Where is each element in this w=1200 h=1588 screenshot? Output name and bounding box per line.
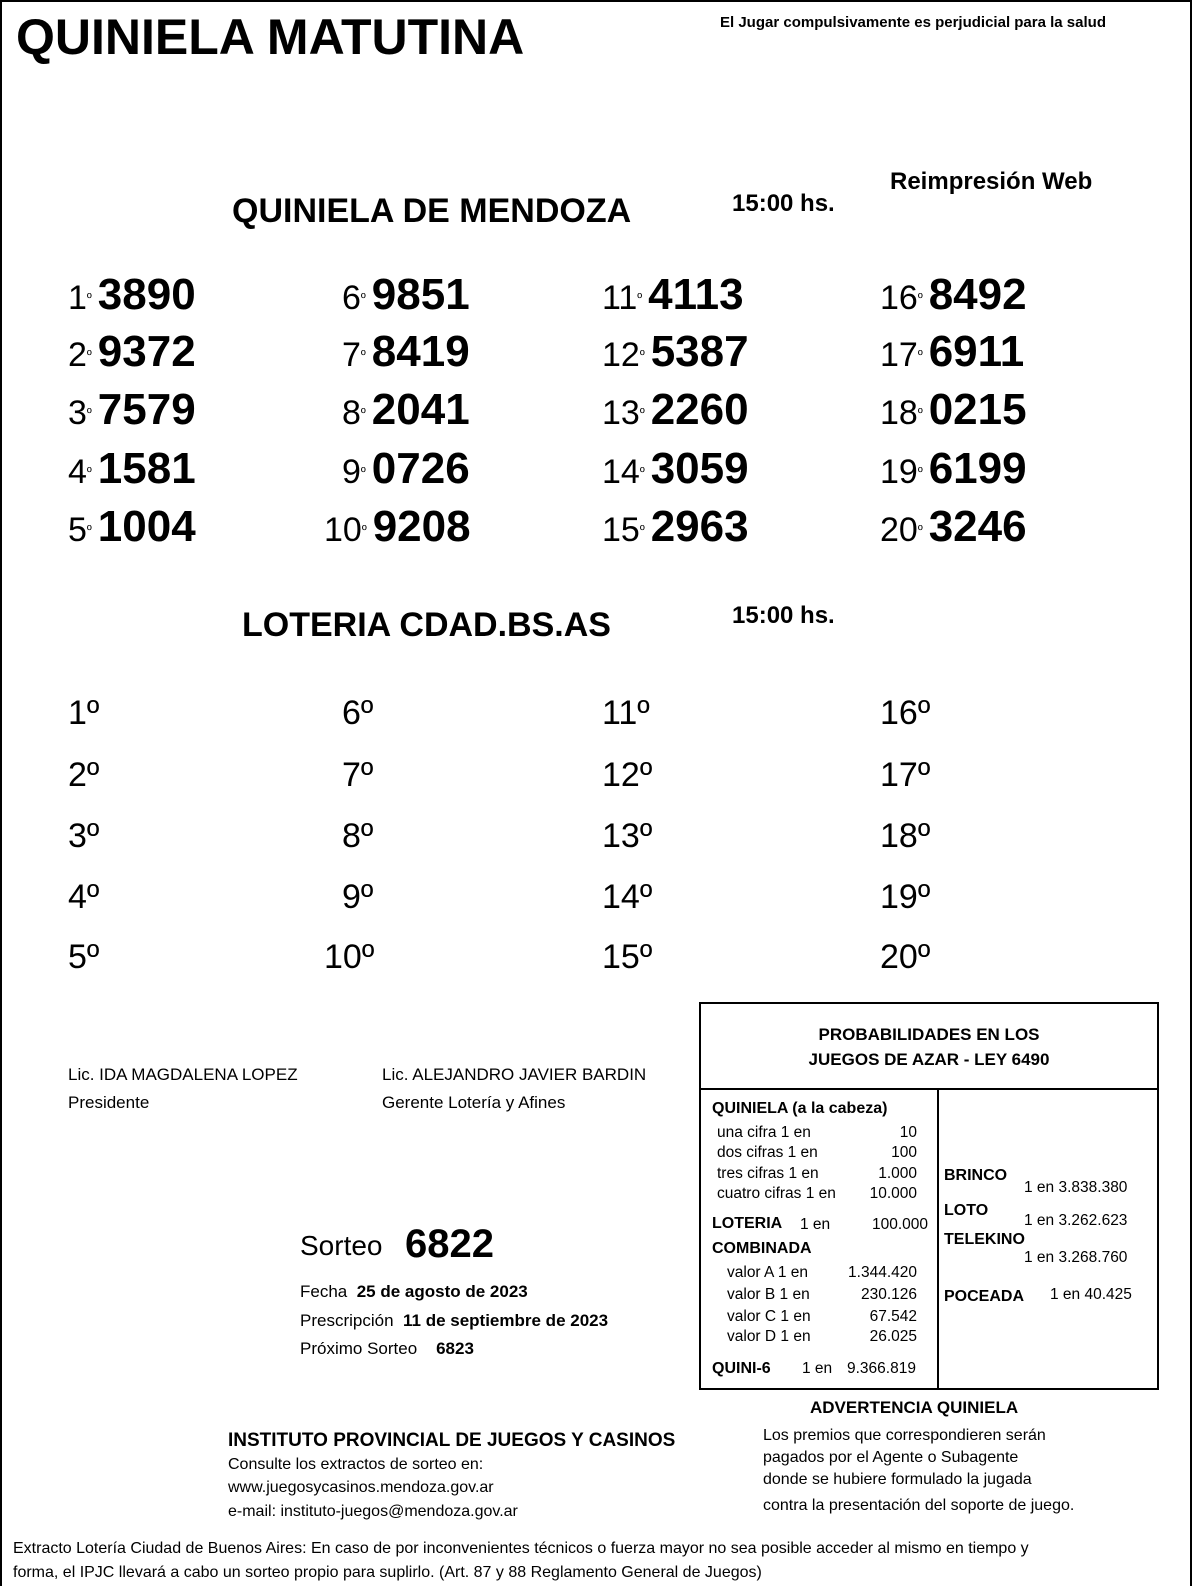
result-row bbox=[880, 385, 1027, 435]
result-position: 14 bbox=[602, 453, 640, 491]
result-row bbox=[68, 385, 196, 435]
result-number: 0726 bbox=[371, 444, 470, 493]
ordinal-mark: º bbox=[86, 464, 92, 480]
result-position: 12 bbox=[602, 336, 640, 374]
quini6-prob-value: 9.366.819 bbox=[847, 1360, 916, 1377]
combinada-prob-label: COMBINADA bbox=[712, 1240, 812, 1257]
bsas-title: LOTERIA CDAD.BS.AS bbox=[242, 606, 611, 644]
proximo-row bbox=[300, 1339, 474, 1359]
poceada-prob-label: POCEADA bbox=[944, 1288, 1025, 1305]
sorteo-label: Sorteo bbox=[300, 1230, 383, 1261]
result-number: 4113 bbox=[648, 270, 744, 319]
result-row bbox=[602, 327, 749, 377]
prob-value: 1.344.420 bbox=[848, 1264, 917, 1281]
result-position: 18º bbox=[880, 817, 931, 855]
result-number: 7579 bbox=[97, 385, 196, 434]
result-number: 6199 bbox=[928, 444, 1027, 493]
result-number: 5387 bbox=[650, 327, 749, 376]
result-row bbox=[342, 444, 470, 494]
footer-line: Extracto Lotería Ciudad de Buenos Aires: En caso de por inconvenientes técnicos o fuerza mayor no sea posible acceder al mismo en tiempo y bbox=[13, 1540, 1029, 1557]
result-position: 13 bbox=[602, 394, 640, 432]
result-position: 20 bbox=[880, 511, 918, 549]
result-number: 1581 bbox=[97, 444, 196, 493]
prob-value: 10 bbox=[899, 1124, 917, 1141]
proximo-value: 6823 bbox=[436, 1339, 474, 1358]
result-position: 20º bbox=[880, 938, 931, 976]
result-position: 10º bbox=[324, 938, 375, 976]
loteria-prob-label: LOTERIA bbox=[712, 1215, 783, 1232]
result-number: 9851 bbox=[371, 270, 470, 319]
result-number: 3890 bbox=[97, 270, 196, 319]
result-row bbox=[324, 502, 471, 552]
ordinal-mark: º bbox=[360, 464, 366, 480]
prob-value: 100 bbox=[891, 1144, 917, 1161]
instituto-consult: Consulte los extractos de sorteo en: bbox=[228, 1456, 484, 1473]
result-number: 2963 bbox=[650, 502, 749, 551]
prob-label: dos cifras 1 en bbox=[717, 1144, 818, 1161]
probabilities-header bbox=[701, 1004, 1157, 1090]
result-position: 13º bbox=[602, 817, 653, 855]
instituto-website-link[interactable]: www.juegosycasinos.mendoza.gov.ar bbox=[228, 1479, 494, 1496]
result-number: 9208 bbox=[372, 502, 471, 551]
instituto-email-link[interactable]: e-mail: instituto-juegos@mendoza.gov.ar bbox=[228, 1503, 518, 1520]
ordinal-mark: º bbox=[86, 405, 92, 421]
result-row bbox=[602, 385, 749, 435]
result-position: 19 bbox=[880, 453, 918, 491]
ordinal-mark: º bbox=[917, 464, 923, 480]
result-position: 5 bbox=[68, 511, 87, 549]
prob-label: valor C 1 en bbox=[727, 1308, 811, 1325]
probabilities-box bbox=[699, 1002, 1159, 1390]
health-warning: El Jugar compulsivamente es perjudicial para la salud bbox=[720, 14, 1106, 31]
result-position: 16º bbox=[880, 694, 931, 732]
result-row bbox=[602, 444, 749, 494]
signature-role: Presidente bbox=[68, 1093, 150, 1112]
poceada-prob-value: 1 en 40.425 bbox=[1050, 1286, 1132, 1303]
ordinal-mark: º bbox=[360, 290, 366, 306]
result-position: 3 bbox=[68, 394, 87, 432]
result-row bbox=[342, 385, 470, 435]
result-position: 2º bbox=[68, 756, 100, 794]
prob-label: tres cifras 1 en bbox=[717, 1165, 819, 1182]
result-position: 19º bbox=[880, 878, 931, 916]
ordinal-mark: º bbox=[917, 405, 923, 421]
fecha-label: Fecha bbox=[300, 1282, 348, 1301]
result-number: 2260 bbox=[650, 385, 749, 434]
ordinal-mark: º bbox=[360, 347, 366, 363]
result-position: 11 bbox=[602, 279, 638, 317]
result-number: 1004 bbox=[97, 502, 196, 551]
probabilities-header-line: JUEGOS DE AZAR - LEY 6490 bbox=[808, 1050, 1050, 1069]
result-position: 12º bbox=[602, 756, 653, 794]
prob-value: 230.126 bbox=[860, 1286, 917, 1303]
fecha-row bbox=[300, 1282, 528, 1302]
proximo-label: Próximo Sorteo bbox=[300, 1339, 418, 1358]
result-position: 6 bbox=[342, 279, 361, 317]
result-row bbox=[880, 444, 1027, 494]
result-row bbox=[342, 327, 470, 377]
prob-label: valor A 1 en bbox=[727, 1264, 809, 1281]
ordinal-mark: º bbox=[86, 290, 92, 306]
telekino-prob-value: 1 en 3.268.760 bbox=[1024, 1249, 1128, 1266]
signature-name: Lic. ALEJANDRO JAVIER BARDIN bbox=[382, 1065, 647, 1084]
result-position: 7 bbox=[342, 336, 361, 374]
prob-value: 10.000 bbox=[869, 1185, 917, 1202]
result-position: 11º bbox=[602, 694, 650, 732]
result-position: 9º bbox=[342, 878, 374, 916]
result-position: 15º bbox=[602, 938, 653, 976]
result-number: 9372 bbox=[97, 327, 196, 376]
ordinal-mark: º bbox=[86, 522, 92, 538]
advertencia-title: ADVERTENCIA QUINIELA bbox=[810, 1398, 1019, 1417]
result-position: 4º bbox=[68, 878, 100, 916]
ordinal-mark: º bbox=[917, 522, 923, 538]
result-number: 3246 bbox=[928, 502, 1027, 551]
result-row bbox=[880, 270, 1027, 320]
result-position: 14º bbox=[602, 878, 653, 916]
ordinal-mark: º bbox=[917, 347, 923, 363]
result-position: 2 bbox=[68, 336, 87, 374]
ordinal-mark: º bbox=[361, 522, 367, 538]
probabilities-divider bbox=[937, 1090, 939, 1388]
prob-value: 67.542 bbox=[869, 1308, 917, 1325]
sorteo-number: 6822 bbox=[405, 1222, 494, 1266]
result-position: 9 bbox=[342, 453, 361, 491]
result-number: 0215 bbox=[928, 385, 1027, 434]
prob-label: valor B 1 en bbox=[727, 1286, 810, 1303]
result-position: 17 bbox=[880, 336, 918, 374]
instituto-title: INSTITUTO PROVINCIAL DE JUEGOS Y CASINOS bbox=[228, 1430, 676, 1451]
ordinal-mark: º bbox=[917, 290, 923, 306]
ordinal-mark: º bbox=[637, 290, 643, 306]
prescripcion-label: Prescripción bbox=[300, 1311, 394, 1330]
result-number: 2041 bbox=[371, 385, 470, 434]
footer-line: forma, el IPJC llevará a cabo un sorteo propio para suplirlo. (Art. 87 y 88 Reglamento General de Juegos) bbox=[13, 1564, 762, 1581]
result-number: 6911 bbox=[928, 327, 1025, 376]
result-position: 18 bbox=[880, 394, 918, 432]
ordinal-mark: º bbox=[639, 522, 645, 538]
prescripcion-row bbox=[300, 1311, 608, 1331]
telekino-prob-label: TELEKINO bbox=[944, 1231, 1025, 1248]
advertencia-line: pagados por el Agente o Subagente bbox=[763, 1449, 1019, 1466]
result-position: 15 bbox=[602, 511, 640, 549]
signature-name: Lic. IDA MAGDALENA LOPEZ bbox=[68, 1065, 298, 1084]
prob-value: 26.025 bbox=[869, 1328, 917, 1345]
ordinal-mark: º bbox=[639, 405, 645, 421]
bsas-time: 15:00 hs. bbox=[732, 602, 835, 629]
advertencia-line: donde se hubiere formulado la jugada bbox=[763, 1471, 1032, 1488]
result-row bbox=[68, 444, 196, 494]
result-row bbox=[602, 270, 744, 320]
ordinal-mark: º bbox=[360, 405, 366, 421]
result-position: 10 bbox=[324, 511, 362, 549]
result-row bbox=[602, 502, 749, 552]
mendoza-title: QUINIELA DE MENDOZA bbox=[232, 192, 632, 230]
ordinal-mark: º bbox=[639, 347, 645, 363]
prob-value: 1.000 bbox=[878, 1165, 917, 1182]
quini6-prob-label: QUINI-6 bbox=[712, 1360, 771, 1377]
result-position: 8º bbox=[342, 817, 374, 855]
result-number: 3059 bbox=[650, 444, 749, 493]
brinco-prob-value: 1 en 3.838.380 bbox=[1024, 1179, 1128, 1196]
prob-label: cuatro cifras 1 en bbox=[717, 1185, 836, 1202]
ordinal-mark: º bbox=[86, 347, 92, 363]
brinco-prob-label: BRINCO bbox=[944, 1167, 1008, 1184]
loteria-prob-value: 100.000 bbox=[872, 1216, 929, 1233]
ordinal-mark: º bbox=[639, 464, 645, 480]
result-row bbox=[68, 270, 196, 320]
signature-role: Gerente Lotería y Afines bbox=[382, 1093, 566, 1112]
result-position: 1º bbox=[68, 694, 100, 732]
result-position: 3º bbox=[68, 817, 100, 855]
result-position: 17º bbox=[880, 756, 931, 794]
result-position: 4 bbox=[68, 453, 87, 491]
probabilities-header-line: PROBABILIDADES EN LOS bbox=[818, 1025, 1040, 1044]
result-row bbox=[342, 270, 470, 320]
advertencia-line: contra la presentación del soporte de juego. bbox=[763, 1497, 1075, 1514]
result-row bbox=[68, 502, 196, 552]
result-number: 8492 bbox=[928, 270, 1027, 319]
result-position: 16 bbox=[880, 279, 918, 317]
quiniela-prob-title: QUINIELA (a la cabeza) bbox=[712, 1100, 888, 1117]
result-position: 5º bbox=[68, 938, 100, 976]
result-number: 8419 bbox=[371, 327, 470, 376]
prescripcion-value: 11 de septiembre de 2023 bbox=[403, 1311, 609, 1330]
loto-prob-value: 1 en 3.262.623 bbox=[1024, 1212, 1128, 1229]
page-title: QUINIELA MATUTINA bbox=[16, 9, 525, 65]
fecha-value: 25 de agosto de 2023 bbox=[356, 1282, 528, 1301]
advertencia-line: Los premios que correspondieren serán bbox=[763, 1427, 1046, 1444]
prob-label: valor D 1 en bbox=[727, 1328, 811, 1345]
result-position: 8 bbox=[342, 394, 361, 432]
loteria-prob-en: 1 en bbox=[800, 1216, 831, 1233]
prob-label: una cifra 1 en bbox=[717, 1124, 811, 1141]
reprint-label: Reimpresión Web bbox=[890, 168, 1093, 195]
result-position: 1 bbox=[68, 279, 87, 317]
result-row bbox=[68, 327, 196, 377]
result-row bbox=[880, 502, 1027, 552]
quini6-prob-en: 1 en bbox=[802, 1360, 833, 1377]
mendoza-time: 15:00 hs. bbox=[732, 190, 835, 217]
result-position: 6º bbox=[342, 694, 374, 732]
loto-prob-label: LOTO bbox=[944, 1202, 989, 1219]
result-row bbox=[880, 327, 1024, 377]
result-position: 7º bbox=[342, 756, 374, 794]
